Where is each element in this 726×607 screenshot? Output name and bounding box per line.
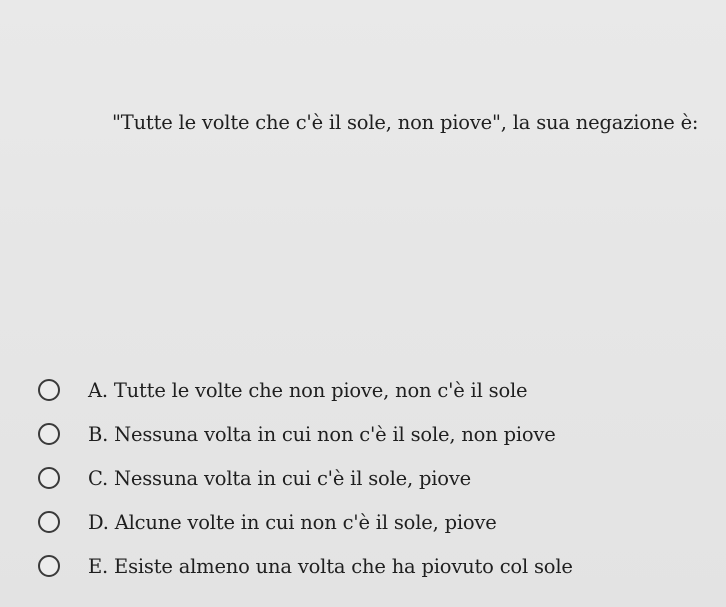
option-c-label[interactable]: C. Nessuna volta in cui c'è il sole, piove	[88, 466, 471, 490]
option-e-label[interactable]: E. Esiste almeno una volta che ha piovuto col sole	[88, 554, 573, 578]
option-a[interactable]	[38, 368, 573, 412]
question-text: "Tutte le volte che c'è il sole, non piove", la sua negazione è:	[112, 111, 699, 134]
answer-options	[38, 368, 573, 588]
radio-button-c[interactable]	[38, 467, 60, 489]
option-e[interactable]	[38, 544, 573, 588]
option-d-label[interactable]: D. Alcune volte in cui non c'è il sole, piove	[88, 510, 497, 534]
radio-button-b[interactable]	[38, 423, 60, 445]
option-d[interactable]	[38, 500, 573, 544]
option-b-label[interactable]: B. Nessuna volta in cui non c'è il sole, non piove	[88, 422, 556, 446]
option-b[interactable]	[38, 412, 573, 456]
radio-button-e[interactable]	[38, 555, 60, 577]
radio-button-a[interactable]	[38, 379, 60, 401]
option-a-label[interactable]: A. Tutte le volte che non piove, non c'è il sole	[88, 378, 528, 402]
radio-button-d[interactable]	[38, 511, 60, 533]
option-c[interactable]	[38, 456, 573, 500]
